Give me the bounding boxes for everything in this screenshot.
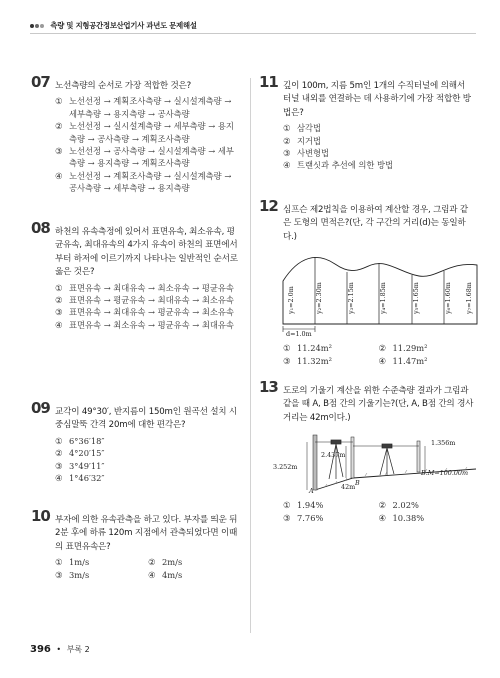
option: ③ 7.76% <box>283 512 324 523</box>
simpson-area-figure <box>279 248 479 336</box>
footer-bullet: • <box>56 645 62 654</box>
header-dots-icon <box>30 21 45 30</box>
question-text: 심프슨 제2법칙을 이용하여 계산할 경우, 그림과 같은 도형의 면적은?(단, 각 구간의 거리(d)는 동일하다.) <box>283 205 469 242</box>
ordinate-label: y₅=1.65m <box>412 282 420 315</box>
question-text: 도로의 기울기 계산을 위한 수준측량 결과가 그림과 같을 때 A, B점 간의 기울기는?(단, A, B점 간의 경사거리는 42m이다.) <box>283 386 474 423</box>
question-11 <box>259 73 474 172</box>
question-text: 부자에 의한 유속관측을 하고 있다. 부자를 띄운 뒤 2분 후에 하류 120m 지점에서 관측되었다면 이때의 표면유속은? <box>55 515 238 552</box>
option: ② 4°20′15″ <box>55 448 105 459</box>
option-list <box>55 95 241 194</box>
option: ③ 노선선정 → 공사측량 → 실시설계측량 → 세부측량 → 용지측량 → 계획조사측량 <box>55 146 234 169</box>
reading-b: 2.437m <box>321 451 346 460</box>
ordinate-label: y₁=2.0m <box>287 286 295 315</box>
question-number: 07 <box>31 73 50 91</box>
footer-section: 부록 2 <box>66 645 90 654</box>
option: ④ 트랜싯과 추선에 의한 방법 <box>283 160 394 171</box>
option: ① 노선선정 → 계획조사측량 → 실시설계측량 → 세부측량 → 용지측량 → 공사측량 <box>55 96 232 119</box>
reading-bm: 1.356m <box>431 439 456 448</box>
option: ④ 11.47m² <box>378 355 428 366</box>
option: ② 표면유속 → 평균유속 → 최대유속 → 최소유속 <box>55 295 234 306</box>
staff-bm <box>417 441 420 472</box>
question-number: 09 <box>31 399 50 417</box>
question-text: 노선측량의 순서로 가장 적합한 것은? <box>55 81 192 91</box>
column-divider <box>250 78 251 633</box>
option: ④ 4m/s <box>148 569 183 580</box>
option-grid <box>283 499 474 524</box>
question-number: 11 <box>259 73 278 91</box>
page-number: 396 <box>30 644 51 655</box>
option-grid <box>55 556 241 581</box>
option: ① 11.24m² <box>283 343 332 354</box>
leveling-figure <box>271 429 481 493</box>
interval-label: d=1.0m <box>286 330 312 337</box>
option: ① 삼각법 <box>283 123 322 134</box>
question-number: 13 <box>259 378 278 396</box>
question-text: 하천의 유속측정에 있어서 표면유속, 최소유속, 평균유속, 최대유속의 4가지 유속이 하천의 표면에서부터 하저에 이르기까지 나타나는 일반적인 순서로 옳은 것은? <box>55 227 238 278</box>
option: ④ 노선선정 → 계획조사측량 → 실시설계측량 → 공사측량 → 세부측량 → 용지측량 <box>55 170 232 194</box>
option: ③ 표면유속 → 최대유속 → 평균유속 → 최소유속 <box>55 307 234 318</box>
question-text: 교각이 49°30′, 반지름이 150m인 원곡선 설치 시 중심말뚝 간격 20m에 대한 편각은? <box>55 407 238 431</box>
question-13 <box>259 378 474 524</box>
option: ② 2.02% <box>378 500 419 511</box>
page-footer <box>30 644 90 655</box>
option: ① 1.94% <box>283 500 324 511</box>
option: ① 1m/s <box>55 557 90 568</box>
staff-b <box>351 437 354 478</box>
option: ② 지거법 <box>283 135 322 146</box>
staff-a <box>313 435 317 490</box>
option: ① 표면유속 → 최대유속 → 최소유속 → 평균유속 <box>55 282 234 293</box>
question-12 <box>259 197 474 367</box>
option: ② 노선선정 → 실시설계측량 → 세부측량 → 용지측량 → 공사측량 → 계획조사측량 <box>55 121 234 144</box>
question-08 <box>31 219 241 331</box>
ordinate-label: y₄=1.85m <box>379 282 387 315</box>
bm-label: B.M=100.00m <box>421 469 469 478</box>
option: ③ 3m/s <box>55 569 90 580</box>
option-list <box>55 435 241 485</box>
ordinate-label: y₂=2.30m <box>315 282 323 315</box>
option: ④ 1°46′32″ <box>55 473 105 484</box>
question-09 <box>31 399 241 484</box>
option: ③ 3°49′11″ <box>55 460 105 471</box>
question-07 <box>31 73 241 195</box>
question-number: 10 <box>31 507 50 525</box>
page-header <box>30 21 197 31</box>
ordinate-label: y₆=1.60m <box>444 282 452 315</box>
option: ③ 11.32m² <box>283 355 332 366</box>
option-grid <box>283 342 474 367</box>
option-list <box>283 122 474 172</box>
option: ④ 10.38% <box>378 512 425 523</box>
question-10 <box>31 507 241 581</box>
question-number: 08 <box>31 219 50 237</box>
option: ④ 표면유속 → 최소유속 → 평균유속 → 최대유속 <box>55 319 234 330</box>
reading-a: 3.252m <box>273 463 298 472</box>
option-list <box>55 282 241 332</box>
header-title: 측량 및 지형공간정보산업기사 과년도 문제해설 <box>50 21 197 30</box>
option: ① 6°36′18″ <box>55 435 105 446</box>
question-text: 깊이 100m, 지름 5m인 1개의 수직터널에 의해서 터널 내외를 연결하는 데 사용하기에 가장 적합한 방법은? <box>283 81 471 118</box>
ordinate-label: y₃=2.15m <box>347 282 355 315</box>
point-a-label: A <box>309 487 314 494</box>
header-divider <box>30 33 476 34</box>
point-b-label: B <box>355 479 360 488</box>
ordinate-label: y₇=1.68m <box>465 282 473 315</box>
question-number: 12 <box>259 197 278 215</box>
option: ③ 사변형법 <box>283 148 330 159</box>
option: ② 2m/s <box>148 557 183 568</box>
distance-label: 42m <box>341 483 356 492</box>
option: ② 11.29m² <box>378 343 428 354</box>
